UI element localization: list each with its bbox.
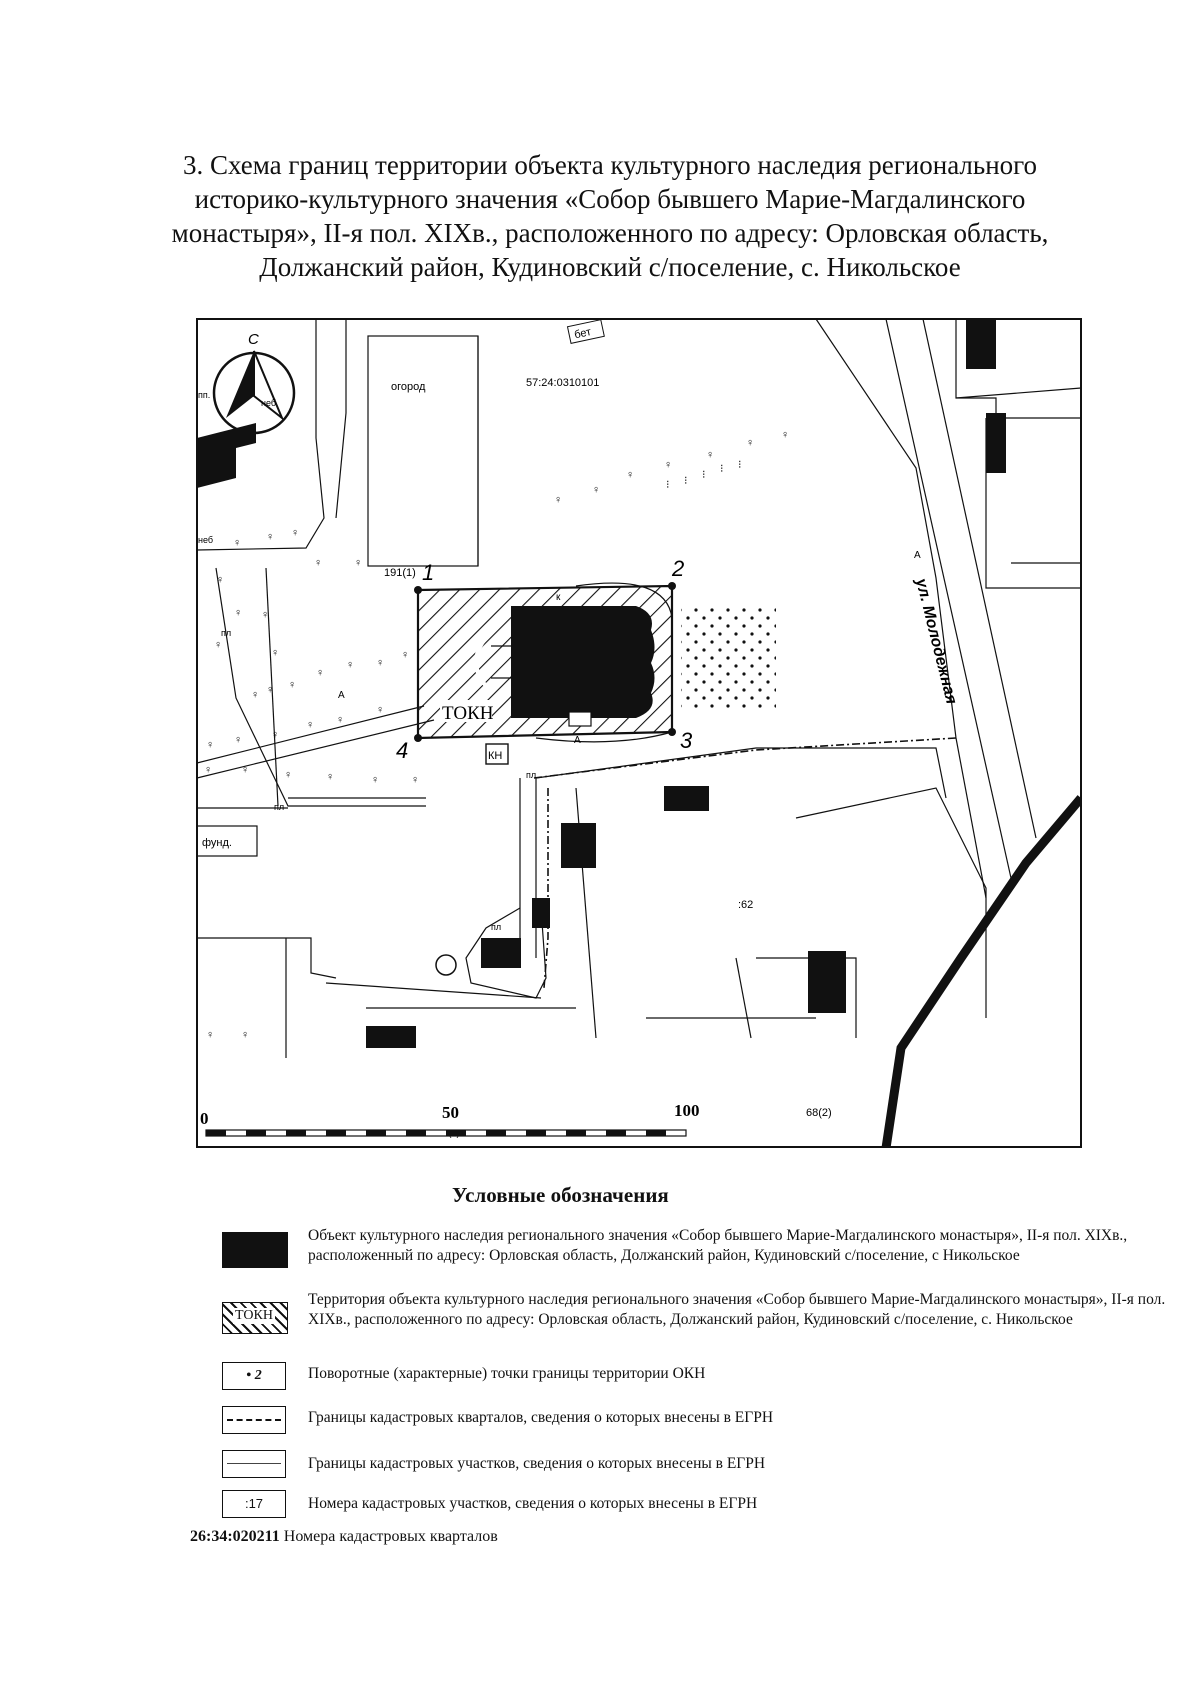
territory-swatch-label: ТОКН xyxy=(235,1308,273,1323)
svg-text:♀: ♀ xyxy=(554,494,563,506)
quarter-code: 26:34:020211 xyxy=(190,1528,280,1545)
page-title: 3. Схема границ территории объекта культурного наследия регионального историко-культурного значения «Собор бывшего Марие-Магдалинского монастыря», II-я пол. XIXв., расположенного по адресу: Орловская область, Должанский район, Кудиновский с/поселение, с. Никольское xyxy=(171,150,1049,282)
svg-text:♀: ♀ xyxy=(376,704,385,716)
svg-text:♀: ♀ xyxy=(411,774,420,786)
scale-100: 100 xyxy=(674,1101,700,1120)
label-fund: фунд. xyxy=(202,837,232,849)
svg-text:♀: ♀ xyxy=(204,764,213,776)
legend-text: Объект культурного наследия регионального значения «Собор бывшего Марие-Магдалинского монастыря», II-я пол. XIXв., расположенный по адресу: Орловская область, Должанский район, Кудиновский с/поселение, с Никольское xyxy=(308,1227,1128,1264)
legend-text: Границы кадастровых участков, сведения о которых внесены в ЕГРН xyxy=(308,1455,766,1472)
svg-text:♀: ♀ xyxy=(216,574,225,586)
svg-text:⁝: ⁝ xyxy=(720,463,724,475)
svg-text:♀: ♀ xyxy=(401,649,410,661)
label-neb-3: неб xyxy=(198,535,214,545)
svg-text:♀: ♀ xyxy=(354,557,363,569)
cadastral-map xyxy=(196,318,1082,1148)
label-pl-4: пл xyxy=(491,922,502,932)
svg-text:♀: ♀ xyxy=(316,667,325,679)
svg-text:♀: ♀ xyxy=(376,657,385,669)
label-quarter: 57:24:0310101 xyxy=(526,377,600,389)
label-parcel-62: :62 xyxy=(738,899,754,911)
point-4-label: 4 xyxy=(396,738,409,763)
cathedral-object xyxy=(511,606,655,718)
label-a-3: А xyxy=(914,550,921,561)
points-swatch: • 2 xyxy=(222,1362,286,1390)
svg-text:♀: ♀ xyxy=(266,684,275,696)
object-swatch xyxy=(222,1232,288,1268)
north-label: С xyxy=(248,331,259,348)
svg-text:♀: ♀ xyxy=(206,739,215,751)
label-pl-2: пл xyxy=(274,802,285,812)
quarter-code-row xyxy=(190,1528,498,1546)
legend-text: Границы кадастровых кварталов, сведения о которых внесены в ЕГРН xyxy=(308,1409,774,1426)
quarter-code-text: Номера кадастровых кварталов xyxy=(283,1528,498,1545)
label-a-2: А xyxy=(574,735,581,746)
svg-text:♀: ♀ xyxy=(271,729,280,741)
point-2-label: 2 xyxy=(672,556,685,581)
label-parcel-191: 191(1) xyxy=(384,567,416,579)
point-3-label: 3 xyxy=(680,728,693,753)
svg-text:♀: ♀ xyxy=(271,647,280,659)
svg-text:⁝: ⁝ xyxy=(666,479,670,491)
planting-area xyxy=(681,608,776,708)
quarter-line-swatch xyxy=(222,1406,286,1434)
svg-text:♀: ♀ xyxy=(284,769,293,781)
label-neb-2: неб xyxy=(261,398,277,408)
legend-text: Поворотные (характерные) точки границы территории ОКН xyxy=(308,1365,706,1382)
svg-text:♀: ♀ xyxy=(251,689,260,701)
parcel-number-swatch: :17 xyxy=(222,1490,286,1518)
svg-text:⁝: ⁝ xyxy=(684,475,688,487)
svg-text:♀: ♀ xyxy=(746,437,755,449)
svg-text:♀: ♀ xyxy=(706,449,715,461)
scale-bar xyxy=(206,1130,686,1136)
svg-text:♀: ♀ xyxy=(234,734,243,746)
kn-label: КН xyxy=(488,750,503,762)
svg-text:♀: ♀ xyxy=(326,771,335,783)
legend-heading: Условные обозначения xyxy=(452,1183,669,1207)
legend-text: Территория объекта культурного наследия регионального значения «Собор бывшего Марие-Магдалинского монастыря», II-я пол. XIXв., расположенного по адресу: Орловская область, Должанский район, Кудиновский с/поселение, с. Никольское xyxy=(308,1291,1166,1328)
label-bet: бет xyxy=(573,326,593,342)
scale-50: 50 xyxy=(442,1103,459,1122)
label-ogorod: огород xyxy=(391,381,426,393)
svg-text:♀: ♀ xyxy=(306,719,315,731)
svg-text:♀: ♀ xyxy=(346,659,355,671)
parcel-line-swatch xyxy=(222,1450,286,1478)
svg-text:♀: ♀ xyxy=(266,531,275,543)
label-k: к xyxy=(556,592,561,603)
territory-swatch xyxy=(222,1302,288,1334)
svg-text:♀: ♀ xyxy=(781,429,790,441)
label-neb-1: пп. xyxy=(198,390,211,400)
svg-text:♀: ♀ xyxy=(291,527,300,539)
svg-text:♀: ♀ xyxy=(233,537,242,549)
svg-text:♀: ♀ xyxy=(234,607,243,619)
legend-text: Номера кадастровых участков, сведения о которых внесены в ЕГРН xyxy=(308,1495,758,1512)
svg-text:♀: ♀ xyxy=(664,459,673,471)
svg-text:♀: ♀ xyxy=(214,639,223,651)
svg-text:♀: ♀ xyxy=(626,469,635,481)
label-pl-1: пл xyxy=(221,628,232,638)
street-label: ул. Молодежная xyxy=(912,576,960,706)
svg-text:♀: ♀ xyxy=(371,774,380,786)
svg-text:♀: ♀ xyxy=(206,1029,215,1041)
label-pl-3: пл xyxy=(526,770,537,780)
label-parcel-68: 68(2) xyxy=(806,1107,832,1119)
tokn-label: ТОКН xyxy=(442,703,494,724)
svg-text:♀: ♀ xyxy=(592,484,601,496)
svg-text:♀: ♀ xyxy=(314,557,323,569)
point-1-label: 1 xyxy=(422,560,435,585)
svg-text:♀: ♀ xyxy=(241,764,250,776)
svg-text:⁝: ⁝ xyxy=(702,469,706,481)
scale-0: 0 xyxy=(200,1109,209,1128)
svg-text:♀: ♀ xyxy=(288,679,297,691)
svg-text:♀: ♀ xyxy=(336,714,345,726)
svg-text:⁝: ⁝ xyxy=(738,459,742,471)
svg-text:♀: ♀ xyxy=(261,609,270,621)
label-a-1: А xyxy=(338,690,345,701)
svg-text:♀: ♀ xyxy=(241,1029,250,1041)
